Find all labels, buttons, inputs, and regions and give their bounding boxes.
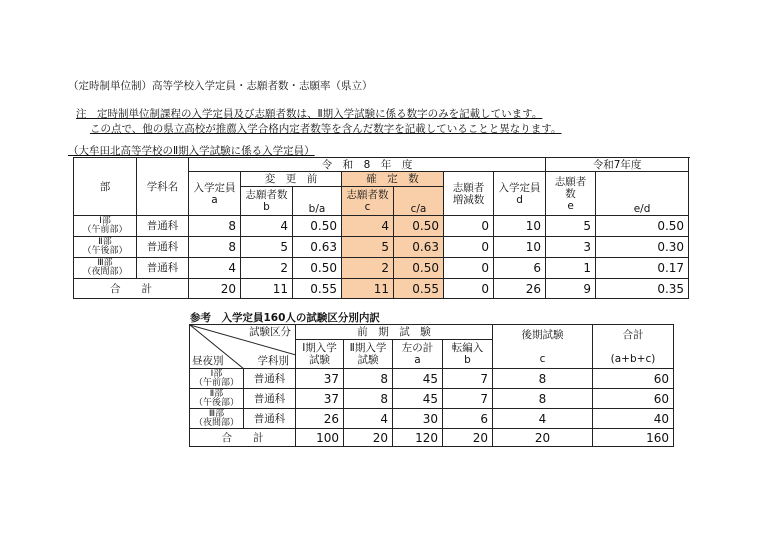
table-row: Ⅲ部 （夜間部） 普通科 4 2 0.50 2 0.50 0 6 1 0.17 [74, 258, 689, 279]
page-title: （定時制単位制）高等学校入学定員・志願者数・志願率（県立） [68, 80, 373, 92]
header-dept: 学科名 [137, 158, 189, 216]
header-diff: 志願者 増減数 [444, 172, 494, 216]
table-row: Ⅱ部 （午後部） 普通科 37 8 45 7 8 60 [190, 389, 674, 409]
header-applicants-b: 志願者数 b [241, 187, 293, 216]
header-sum: 左の計 a [393, 340, 443, 369]
header-i: Ⅰ期入学 試験 [296, 340, 344, 369]
header-bu: 部 [74, 158, 137, 216]
total-row: 合 計 100 20 120 20 20 160 [190, 429, 674, 447]
header-ii: Ⅱ期入学 試験 [344, 340, 393, 369]
table-row: Ⅰ部 （午前部） 普通科 8 4 0.50 4 0.50 0 10 5 0.50 [74, 216, 689, 237]
note-line-2: この点で、他の県立高校が推薦入学合格内定者数等を含んだ数字を記載していることと異なります。 [90, 123, 562, 135]
header-prev-year: 令和7年度 [546, 158, 689, 172]
table2-caption: 参考 入学定員160人の試験区分別内訳 [190, 312, 380, 324]
header-final: 確 定 数 [342, 172, 444, 187]
header-zenki: 前 期 試 験 [296, 325, 493, 340]
header-kouki: 後期試験 c [493, 325, 593, 369]
header-ten: 転編入 b [443, 340, 493, 369]
table-row: Ⅰ部 （午前部） 普通科 37 8 45 7 8 60 [190, 369, 674, 389]
header-ba: b/a [293, 187, 342, 216]
header-applicants-c: 志願者数 c [342, 187, 394, 216]
note-line-1: 注 定時制単位制課程の入学定員及び志願者数は、Ⅱ期入学試験に係る数字のみを記載しています。 [76, 108, 543, 120]
header-before: 変 更 前 [241, 172, 342, 187]
header-year: 令 和 8 年 度 [189, 158, 546, 172]
table-row: Ⅲ部 （夜間部） 普通科 26 4 30 6 4 40 [190, 409, 674, 429]
header-total: 合計 (a+b+c) [593, 325, 674, 369]
header-ed: e/d [596, 172, 689, 216]
table1-caption: （大牟田北高等学校のⅡ期入学試験に係る入学定員） [68, 145, 315, 157]
header-applicants-e: 志願者数 e [546, 172, 596, 216]
header-capacity-d: 入学定員 d [494, 172, 546, 216]
total-row: 合 計 20 11 0.55 11 0.55 0 26 9 0.35 [74, 279, 689, 299]
header-ca: c/a [394, 187, 444, 216]
table-exam-breakdown [189, 324, 674, 447]
table-enrollment [73, 157, 689, 299]
header-capacity-a: 入学定員 a [189, 172, 241, 216]
table-row: Ⅱ部 （午後部） 普通科 8 5 0.63 5 0.63 0 10 3 0.30 [74, 237, 689, 258]
header-diagonal-cell: 試験区分 昼夜別 学科別 [190, 325, 296, 369]
